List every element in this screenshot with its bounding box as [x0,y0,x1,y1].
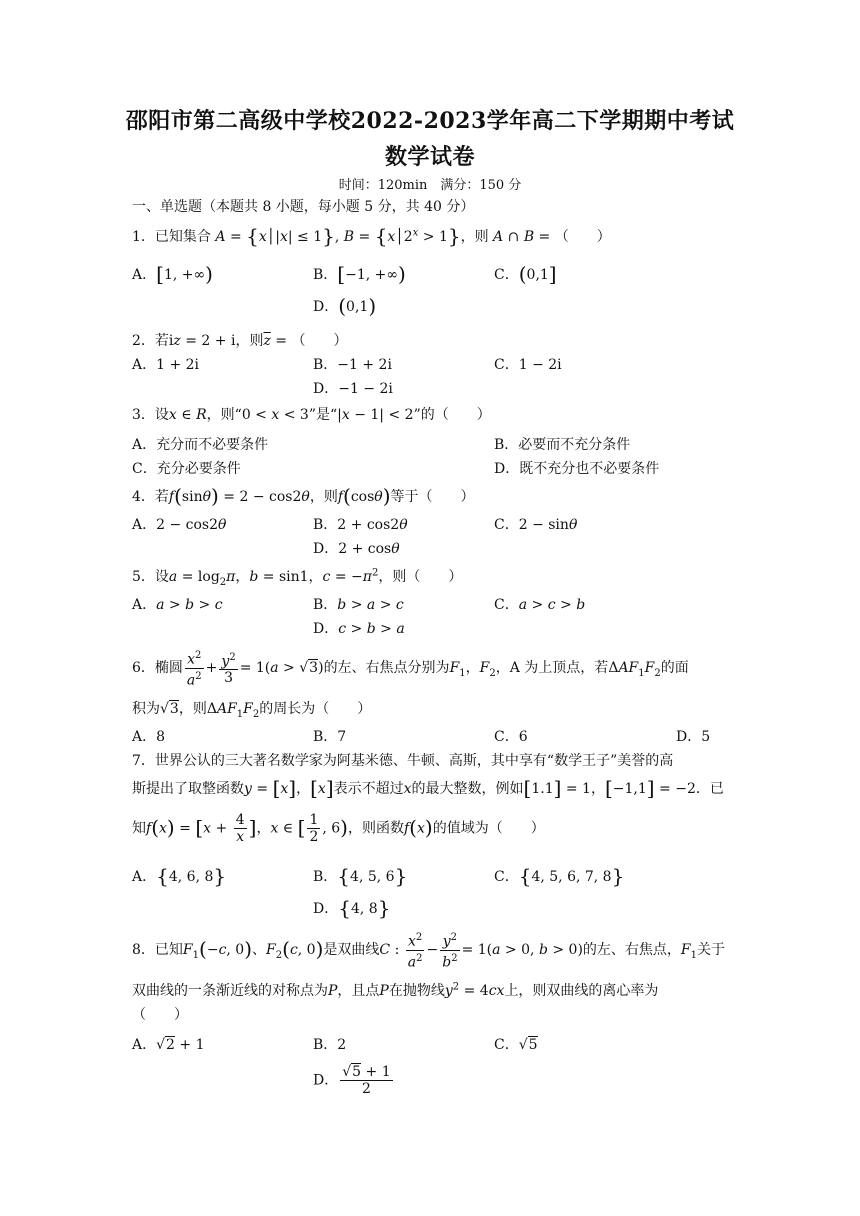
question-5: 5．设$a = \log_2\pi$，b = sin1，$c = -\pi^2$，则（ ） [132,567,463,588]
q7-option-b: B．{4, 5, 6} [313,864,408,888]
question-4: 4．若f(sinθ) = 2 − cos2θ，则f(cosθ)等于（ ） [132,484,475,508]
q7-option-a: A．{4, 6, 8} [132,864,227,888]
q1-option-d: D．(0,1) [313,294,377,318]
question-6-line2: 积为√3，则$\Delta AF_1F_2$的周长为（ ） [132,701,372,720]
q2-option-c: C．1 − 2i [494,357,562,373]
q5-option-a: A．a > b > c [132,597,223,613]
q2-option-b: B．−1 + 2i [313,357,392,373]
q8-option-a: A．√2 + 1 [132,1037,205,1053]
q4-option-b: B．2 + cos2θ [313,517,408,533]
q8-option-c: C．√5 [494,1037,538,1053]
q3-option-a: A．充分而不必要条件 [132,437,269,453]
q4-option-c: C．2 − sinθ [494,517,578,533]
q5-option-c: C．a > c > b [494,597,586,613]
question-7-line3: 知f(x) = [x + $\frac{4}{x}$ ]，x ∈ [ $\frac{1}{2}$ , 6)，则函数f(x)的值域为（ ） [132,812,545,845]
q5-option-b: B．b > a > c [313,597,404,613]
q8-option-d: D． $\frac{√5 + 1}{2}$ [313,1064,391,1097]
exam-title: 邵阳市第二高级中学校2022-2023学年高二下学期期中考试 [125,108,735,134]
q6-option-c: C．6 [494,729,528,745]
exam-meta: 时间：120min 满分：150 分 [338,178,522,193]
question-2: 2．若iz = 2 + i，则$\overline{z}$ = （ ） [132,333,348,349]
q2-option-d: D．−1 − 2i [313,381,393,397]
q4-option-d: D．2 + cosθ [313,541,400,557]
q6-option-d: D．5 [676,729,711,745]
question-7-line2: 斯提出了取整函数y = [x]，[x]表示不超过x的最大整数，例如[1.1] = 1，[−1,1] = −2．已 [132,776,724,800]
q2-option-a: A．1 + 2i [132,357,200,373]
question-8-line3: （ ） [132,1007,188,1023]
q6-option-a: A．8 [132,729,166,745]
q4-option-a: A．2 − cos2θ [132,517,227,533]
exam-subject-title: 数学试卷 [384,144,475,170]
q5-option-d: D．c > b > a [313,621,405,637]
q7-option-d: D．{4, 8} [313,896,391,920]
question-8: 8．已知$F_1(-c$, 0)、$F_2(c$, 0)是双曲线C : $\frac{x^2}{a^2}$ − $\frac{y^2}{b^2}$ = 1(a > 0, b > 0)的左、右焦点，$F_1$关于 [132,932,725,971]
question-3: 3．设x ∈ R，则“0 < x < 3”是“|x − 1| < 2”的（ ） [132,407,491,423]
question-8-line2: 双曲线的一条渐近线的对称点为P，且点P在抛物线$y^2 = 4cx$上，则双曲线的离心率为 [132,981,659,999]
q3-option-c: C．充分必要条件 [132,461,241,477]
q3-option-d: D．既不充分也不必要条件 [494,461,660,477]
section-heading: 一、单选题（本题共 8 小题，每小题 5 分，共 40 分） [132,199,475,215]
q1-option-b: B．[−1, +∞) [313,262,406,286]
q7-option-c: C．{4, 5, 6, 7, 8} [494,864,625,888]
question-6: 6．椭圆 $\frac{x^2}{a^2}$ + $\frac{y^2}{3}$ = 1(a > √3)的左、右焦点分别为$F_1$，$F_2$，A 为上顶点，若$\Delta AF_1F_2$的面 [132,650,689,689]
question-1: 1．已知集合 A = {x│|x| ≤ 1}, $B = \{x│2^x > 1\}$，则 A ∩ B = （ ） [132,224,611,248]
q3-option-b: B．必要而不充分条件 [494,437,631,453]
q6-option-b: B．7 [313,729,347,745]
q1-option-c: C．(0,1] [494,262,557,286]
q1-option-a: A．[1, +∞) [132,262,213,286]
q8-option-b: B．2 [313,1037,347,1053]
question-7: 7．世界公认的三大著名数学家为阿基米德、牛顿、高斯，其中享有“数学王子”美誉的高 [132,753,674,769]
